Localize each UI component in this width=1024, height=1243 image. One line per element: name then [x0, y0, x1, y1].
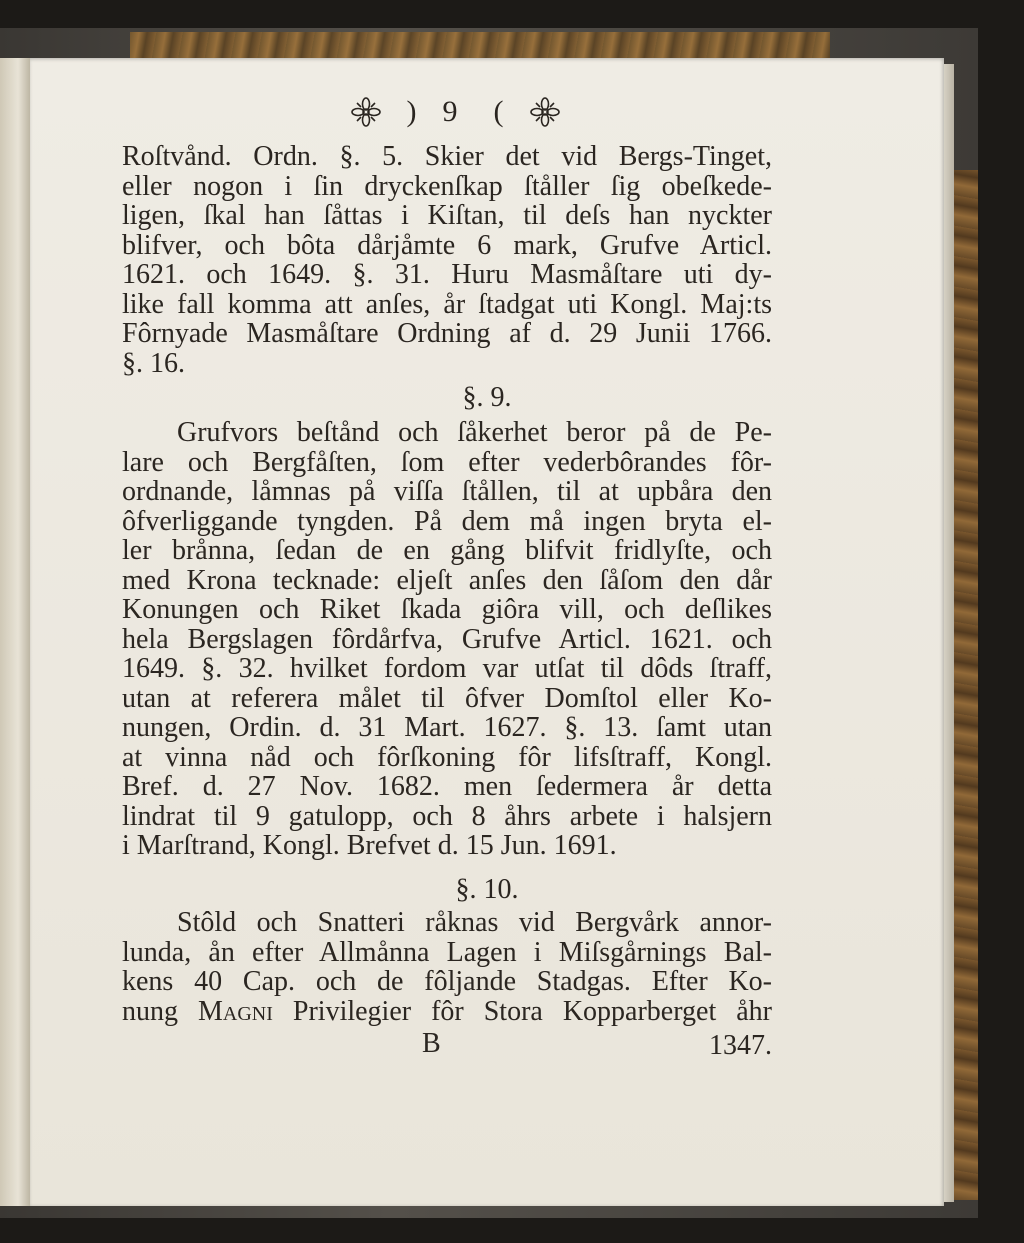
paragraph-continued	[122, 142, 772, 378]
text-line: kens 40 Cap. och de fôljande Stadgas. Efter Ko-	[122, 966, 772, 997]
text-line: i Marſtrand, Kongl. Brefvet d. 15 Jun. 1691.	[122, 830, 617, 861]
text-line: ôfverliggande tyngden. På dem må ingen bryta el-	[122, 505, 772, 537]
page-stack-edge	[944, 64, 954, 1202]
catchword: 1347.	[709, 1030, 772, 1061]
text-line: eller nogon i ſin dryckenſkap ſtåller ſig obeſkede-	[122, 170, 772, 202]
text-line: lunda, ån efter Allmånna Lagen i Miſsgårnings Bal-	[122, 936, 772, 968]
text-line: ler brånna, ſedan de en gång blifvit fridlyſte, och	[122, 535, 772, 566]
signature-mark: B	[422, 1028, 441, 1059]
text-line: nungen, Ordin. d. 31 Mart. 1627. §. 13. ſamt utan	[122, 712, 772, 743]
flower-ornament-icon	[351, 97, 381, 127]
text-line-with-smallcaps	[122, 997, 772, 1027]
header-right-paren: (	[493, 95, 504, 128]
header-left-paren: )	[406, 95, 417, 128]
paragraph-section-10	[122, 908, 772, 1026]
text-line: lare och Bergfåſten, ſom efter vederbôrandes fôr-	[122, 446, 772, 478]
page-number: 9	[442, 95, 468, 128]
text-line: 1649. §. 32. hvilket fordom var utſat til dôds ſtraff,	[122, 653, 772, 684]
text-line: like fall komma att anſes, år ſtadgat uti Kongl. Maj:ts	[122, 288, 772, 320]
text-line: utan at referera målet til ôfver Domſtol eller Ko-	[122, 682, 772, 714]
text-line: Roſtvånd. Ordn. §. 5. Skier det vid Bergs-Tinget,	[122, 141, 772, 172]
marbled-cover-right	[952, 170, 978, 1200]
text-line: §. 16.	[122, 347, 185, 379]
marbled-cover-top	[130, 32, 830, 58]
text-line: ligen, ſkal han ſåttas i Kiſtan, til deſs han nyckter	[122, 200, 772, 231]
text-run: nung	[122, 995, 198, 1027]
text-line: at vinna nåd och fôrſkoning fôr lifsſtraff, Kongl.	[122, 741, 772, 773]
facing-page-edge	[0, 58, 30, 1206]
text-line: Konungen och Riket ſkada giôra vill, och deſlikes	[122, 594, 772, 625]
text-line: blifver, och bôta dårjåmte 6 mark, Grufve Articl.	[122, 229, 772, 261]
text-line: 1621. och 1649. §. 31. Huru Masmåſtare uti dy-	[122, 259, 772, 290]
section-heading-10: §. 10.	[455, 874, 519, 905]
text-run: Privilegier fôr Stora Kopparberget åhr	[272, 995, 773, 1027]
page-header	[300, 92, 610, 132]
text-line: med Krona tecknade: eljeſt anſes den ſåſom den dår	[122, 564, 772, 596]
smallcaps-name: Magni	[198, 995, 273, 1027]
text-line: ordnande, låmnas på viſſa ſtållen, til at upbåra den	[122, 476, 772, 507]
book-page	[30, 58, 944, 1206]
text-line: Bref. d. 27 Nov. 1682. men ſedermera år detta	[122, 771, 772, 802]
flower-ornament-icon	[530, 97, 560, 127]
section-heading-9: §. 9.	[462, 382, 512, 413]
text-line: hela Bergslagen fôrdårfva, Grufve Articl. 1621. och	[122, 623, 772, 655]
text-line: Stôld och Snatteri råknas vid Bergvårk annor-	[177, 907, 772, 938]
text-line: Grufvors beſtånd och ſåkerhet beror på de Pe-	[177, 417, 772, 448]
text-line: Fôrnyade Masmåſtare Ordning af d. 29 Junii 1766.	[122, 318, 772, 349]
text-line: lindrat til 9 gatulopp, och 8 åhrs arbete i halsjern	[122, 800, 772, 832]
paragraph-section-9	[122, 418, 772, 861]
page-footer	[122, 1028, 772, 1060]
